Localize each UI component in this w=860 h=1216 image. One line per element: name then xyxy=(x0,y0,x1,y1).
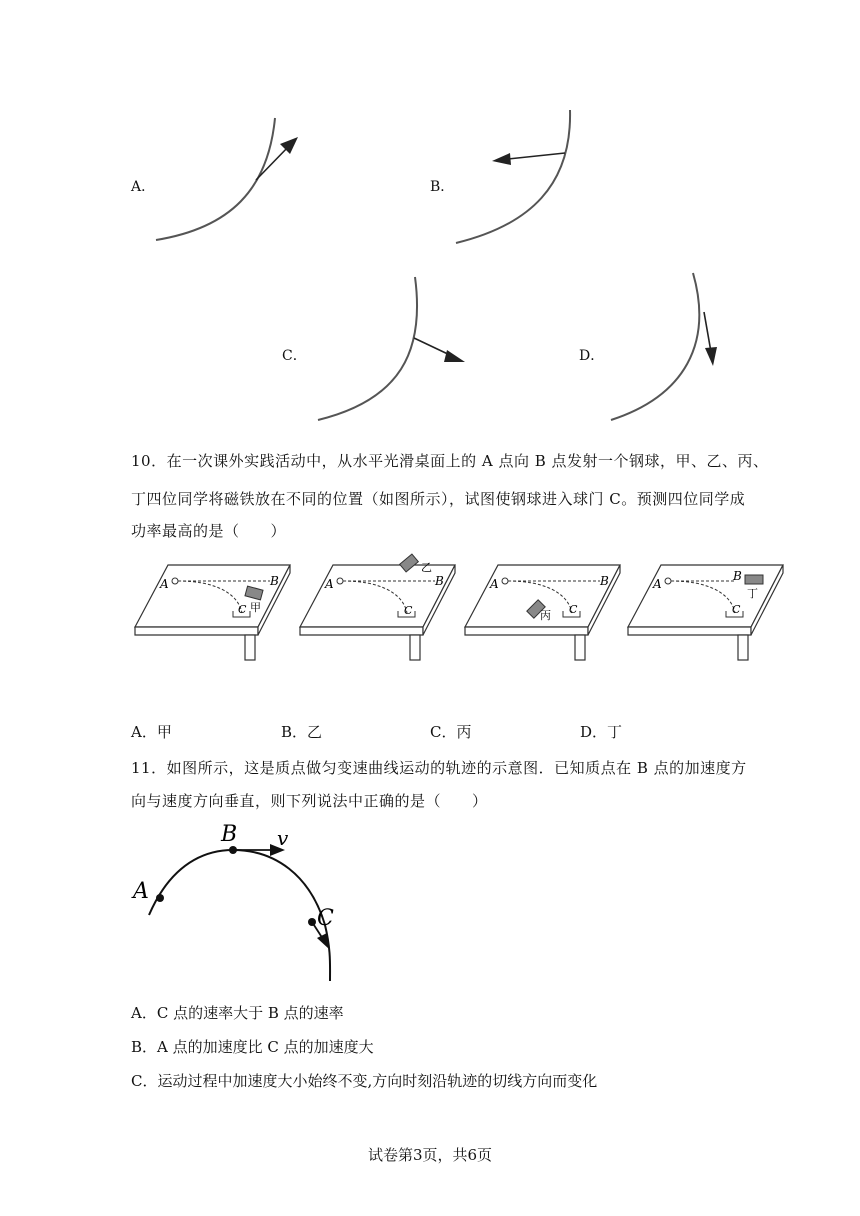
q11-velocity-label: v xyxy=(277,826,289,850)
q10-fig3-magnet-label: 丙 xyxy=(540,609,551,622)
q11-point-c-label: C xyxy=(317,906,334,931)
q9-option-d-figure xyxy=(605,268,735,424)
q9-option-a-label: A． xyxy=(131,179,156,195)
q10-fig2-point-a: A xyxy=(325,577,334,591)
q10-fig2-goal-c: C xyxy=(404,604,413,617)
q11-point-b-label: B xyxy=(221,822,238,847)
q10-fig3-point-b: B xyxy=(600,574,609,588)
q11-text-line-2: 向与速度方向垂直，则下列说法中正确的是（ ） xyxy=(131,792,488,810)
q10-fig4-magnet-label: 丁 xyxy=(747,587,758,600)
q11-choice-c: C．运动过程中加速度大小始终不变,方向时刻沿轨迹的切线方向而变化 xyxy=(131,1072,598,1090)
q10-fig4-point-b: B xyxy=(733,569,742,583)
q10-fig4-point-a: A xyxy=(653,577,662,591)
q10-fig3-goal-c: C xyxy=(569,603,578,616)
q11-trajectory-figure xyxy=(125,815,355,990)
q11-point-a-label: A xyxy=(133,879,149,904)
q10-table-figure-4 xyxy=(623,555,788,665)
q10-text-line-1: 10．在一次课外实践活动中，从水平光滑桌面上的 A 点向 B 点发射一个钢球，甲、乙、丙、 xyxy=(131,452,769,470)
q9-option-c-figure xyxy=(310,272,470,424)
q9-option-b-figure xyxy=(450,105,590,250)
q10-choice-d: D．丁 xyxy=(580,723,623,741)
q10-table-figure-2 xyxy=(295,545,460,665)
q10-fig1-magnet-label: 甲 xyxy=(250,601,261,614)
q9-option-a-figure xyxy=(150,110,310,250)
q10-fig2-magnet-label: 乙 xyxy=(421,561,432,574)
q10-table-figure-1 xyxy=(130,555,295,665)
q9-option-b-label: B． xyxy=(430,179,455,195)
q10-fig1-point-b: B xyxy=(270,574,279,588)
q9-option-c-label: C． xyxy=(282,348,307,364)
q10-fig4-goal-c: C xyxy=(732,603,741,616)
q10-fig2-point-b: B xyxy=(435,574,444,588)
q9-option-d-label: D． xyxy=(579,348,605,364)
q10-choice-c: C．丙 xyxy=(430,723,472,741)
q10-table-figure-3 xyxy=(460,555,625,665)
q11-text-line-1: 11．如图所示，这是质点做匀变速曲线运动的轨迹的示意图．已知质点在 B 点的加速度方 xyxy=(131,759,747,777)
q11-choice-a: A．C 点的速率大于 B 点的速率 xyxy=(131,1004,344,1022)
q10-text-line-2: 丁四位同学将磁铁放在不同的位置（如图所示），试图使钢球进入球门 C。预测四位同学成 xyxy=(131,490,746,508)
q11-choice-b: B．A 点的加速度比 C 点的加速度大 xyxy=(131,1038,374,1056)
q10-choice-b: B．乙 xyxy=(281,723,323,741)
page-footer: 试卷第3页，共6页 xyxy=(367,1146,493,1164)
q10-fig1-goal-c: C xyxy=(238,603,247,616)
q10-fig3-point-a: A xyxy=(490,577,499,591)
q10-text-line-3: 功率最高的是（ ） xyxy=(131,522,287,540)
q10-fig1-point-a: A xyxy=(160,577,169,591)
q10-choice-a: A．甲 xyxy=(131,723,172,741)
